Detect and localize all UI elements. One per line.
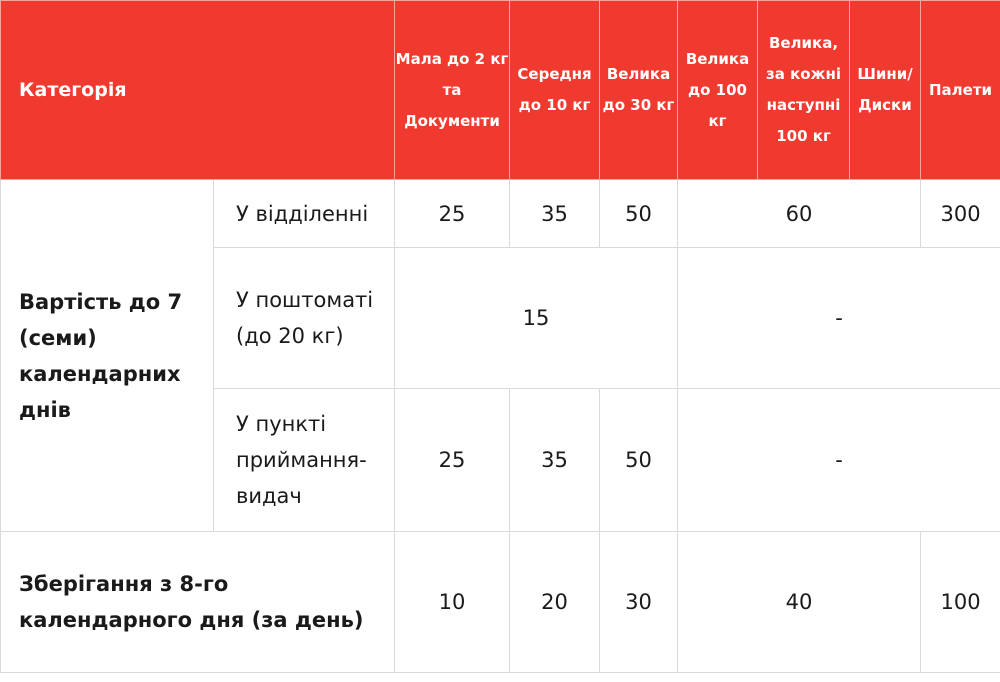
group-cost-label: Вартість до 7 (семи) календарних днів: [1, 180, 214, 532]
row-label-postomat: У поштоматі (до 20 кг): [214, 248, 395, 389]
table-row-storage: [1, 532, 1000, 673]
branch-medium: 35: [510, 180, 600, 248]
header-large-100: Велика до 100 кг: [678, 1, 758, 180]
branch-large-group: 60: [678, 180, 921, 248]
row-label-branch: У відділенні: [214, 180, 395, 248]
storage-label: Зберігання з 8-го календарного дня (за день): [1, 532, 395, 673]
pickup-small: 25: [395, 389, 510, 532]
storage-pallets: 100: [921, 532, 1000, 673]
header-tires: Шини/ Диски: [850, 1, 921, 180]
storage-small: 10: [395, 532, 510, 673]
branch-small: 25: [395, 180, 510, 248]
header-small: Мала до 2 кг та Документи: [395, 1, 510, 180]
header-row: [1, 1, 1000, 180]
storage-medium: 20: [510, 532, 600, 673]
storage-large-30: 30: [600, 532, 678, 673]
header-large-each-100: Велика, за кожні наступні 100 кг: [758, 1, 850, 180]
postomat-value: 15: [395, 248, 678, 389]
pickup-medium: 35: [510, 389, 600, 532]
pickup-large-30: 50: [600, 389, 678, 532]
header-pallets: Палети: [921, 1, 1000, 180]
storage-large-group: 40: [678, 532, 921, 673]
header-medium: Середня до 10 кг: [510, 1, 600, 180]
branch-pallets: 300: [921, 180, 1000, 248]
pickup-rest: -: [678, 389, 1000, 532]
header-category: Категорія: [1, 1, 395, 180]
postomat-rest: -: [678, 248, 1000, 389]
branch-large-30: 50: [600, 180, 678, 248]
row-label-pickup-point: У пункті приймання-видач: [214, 389, 395, 532]
table-row-branch: [1, 180, 1000, 248]
header-large-30: Велика до 30 кг: [600, 1, 678, 180]
